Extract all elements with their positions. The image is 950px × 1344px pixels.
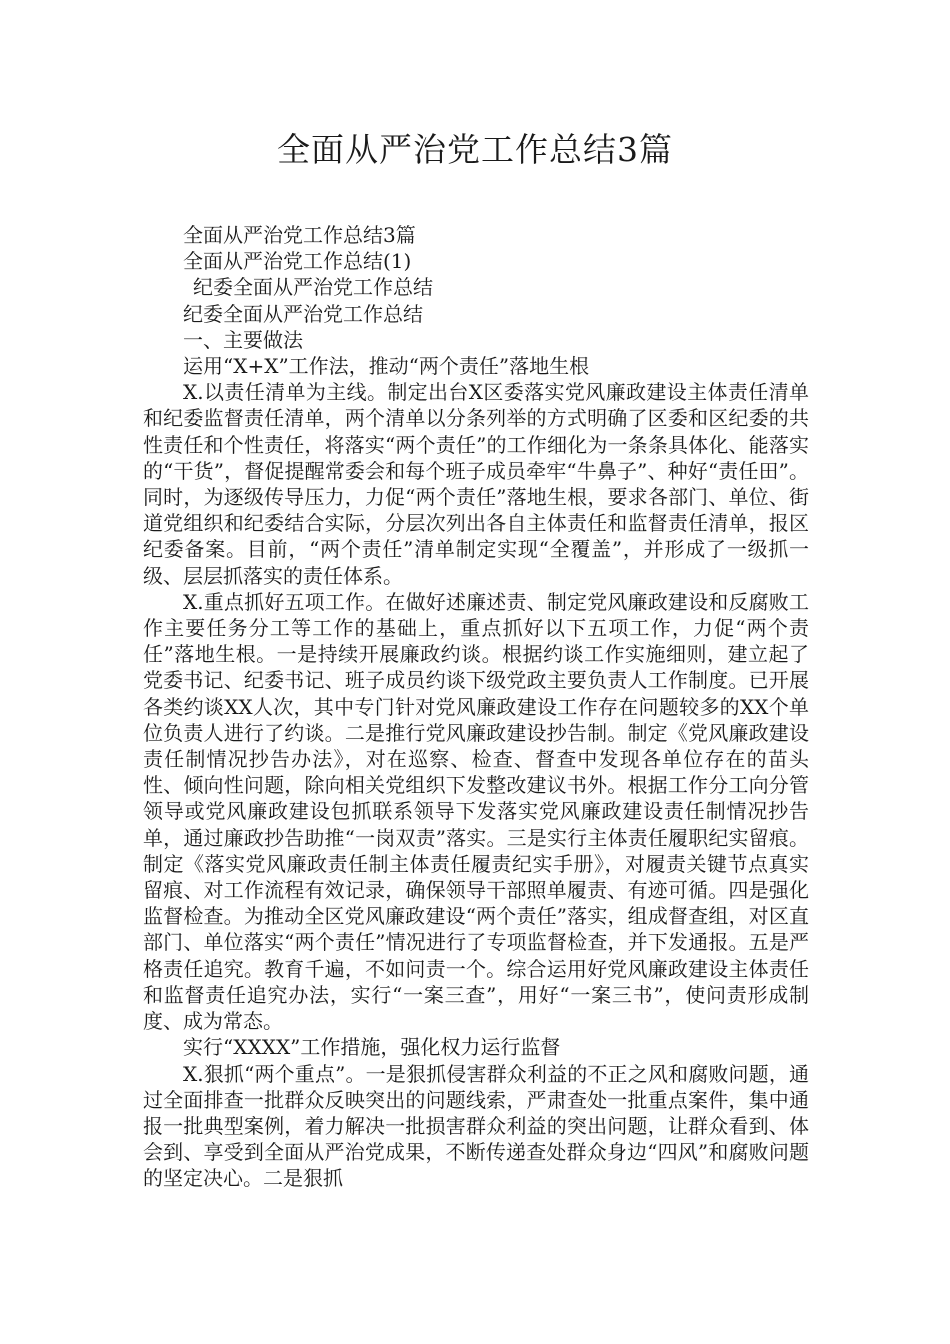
paragraph: X.重点抓好五项工作。在做好述廉述责、制定党风廉政建设和反腐败工作主要任务分工等工作的基础上，重点抓好以下五项工作，力促“两个责任”落地生根。一是持续开展廉政约谈。根据约谈工作实施细则，建立起了党委书记、纪委书记、班子成员约谈下级党政主要负责人工作制度。已开展各类约谈XX人次，其中专门针对党风廉政建设工作存在问题较多的XX个单位负责人进行了约谈。二是推行党风廉政建设抄告制。制定《党风廉政建设责任制情况抄告办法》，对在巡察、检查、督查中发现各单位存在的苗头性、倾向性问题，除向相关党组织下发整改建议书外。根据工作分工向分管领导或党风廉政建设包抓联系领导下发落实党风廉政建设责任制情况抄告单，通过廉政抄告助推“一岗双责”落实。三是实行主体责任履职纪实留痕。制定《落实党风廉政责任制主体责任履责纪实手册》，对履责关键节点真实留痕、对工作流程有效记录，确保领导干部照单履责、有迹可循。四是强化监督检查。为推动全区党风廉政建设“两个责任”落实，组成督查组，对区直部门、单位落实“两个责任”情况进行了专项监督检查，并下发通报。五是严格责任追究。教育千遍，不如问责一个。综合运用好党风廉政建设主体责任和监督责任追究办法，实行“一案三查”，用好“一案三书”，使问责形成制度、成为常态。 xyxy=(143,589,809,1034)
paragraph: X.以责任清单为主线。制定出台X区委落实党风廉政建设主体责任清单和纪委监督责任清单，两个清单以分条列举的方式明确了区委和区纪委的共性责任和个性责任，将落实“两个责任”的工作细化为一条条具体化、能落实的“干货”，督促提醒常委会和每个班子成员牵牢“牛鼻子”、种好“责任田”。同时，为逐级传导压力，力促“两个责任”落地生根，要求各部门、单位、街道党组织和纪委结合实际，分层次列出各自主体责任和监督责任清单，报区纪委备案。目前，“两个责任”清单制定实现“全覆盖”，并形成了一级抓一级、层层抓落实的责任体系。 xyxy=(143,380,809,588)
paragraph: 全面从严治党工作总结(1) xyxy=(183,249,412,274)
paragraph: X.狠抓“两个重点”。一是狠抓侵害群众利益的不正之风和腐败问题，通过全面排查一批群众反映突出的问题线索，严肃查处一批重点案件，集中通报一批典型案例，着力解决一批损害群众利益的突出问题，让群众看到、体会到、享受到全面从严治党成果，不断传递查处群众身边“四风”和腐败问题的坚定决心。二是狠抓 xyxy=(143,1061,809,1191)
paragraph: 全面从严治党工作总结3篇 xyxy=(183,223,416,247)
subsection-heading: 运用“X+X”工作法，推动“两个责任”落地生根 xyxy=(183,354,590,379)
subsection-heading: 实行“XXXX”工作措施，强化权力运行监督 xyxy=(183,1035,561,1060)
document-body xyxy=(143,222,809,1192)
document-title: 全面从严治党工作总结3篇 xyxy=(277,130,673,169)
paragraph: 纪委全面从严治党工作总结 xyxy=(193,275,433,300)
paragraph: 纪委全面从严治党工作总结 xyxy=(183,301,423,326)
section-heading: 一、主要做法 xyxy=(183,327,303,352)
